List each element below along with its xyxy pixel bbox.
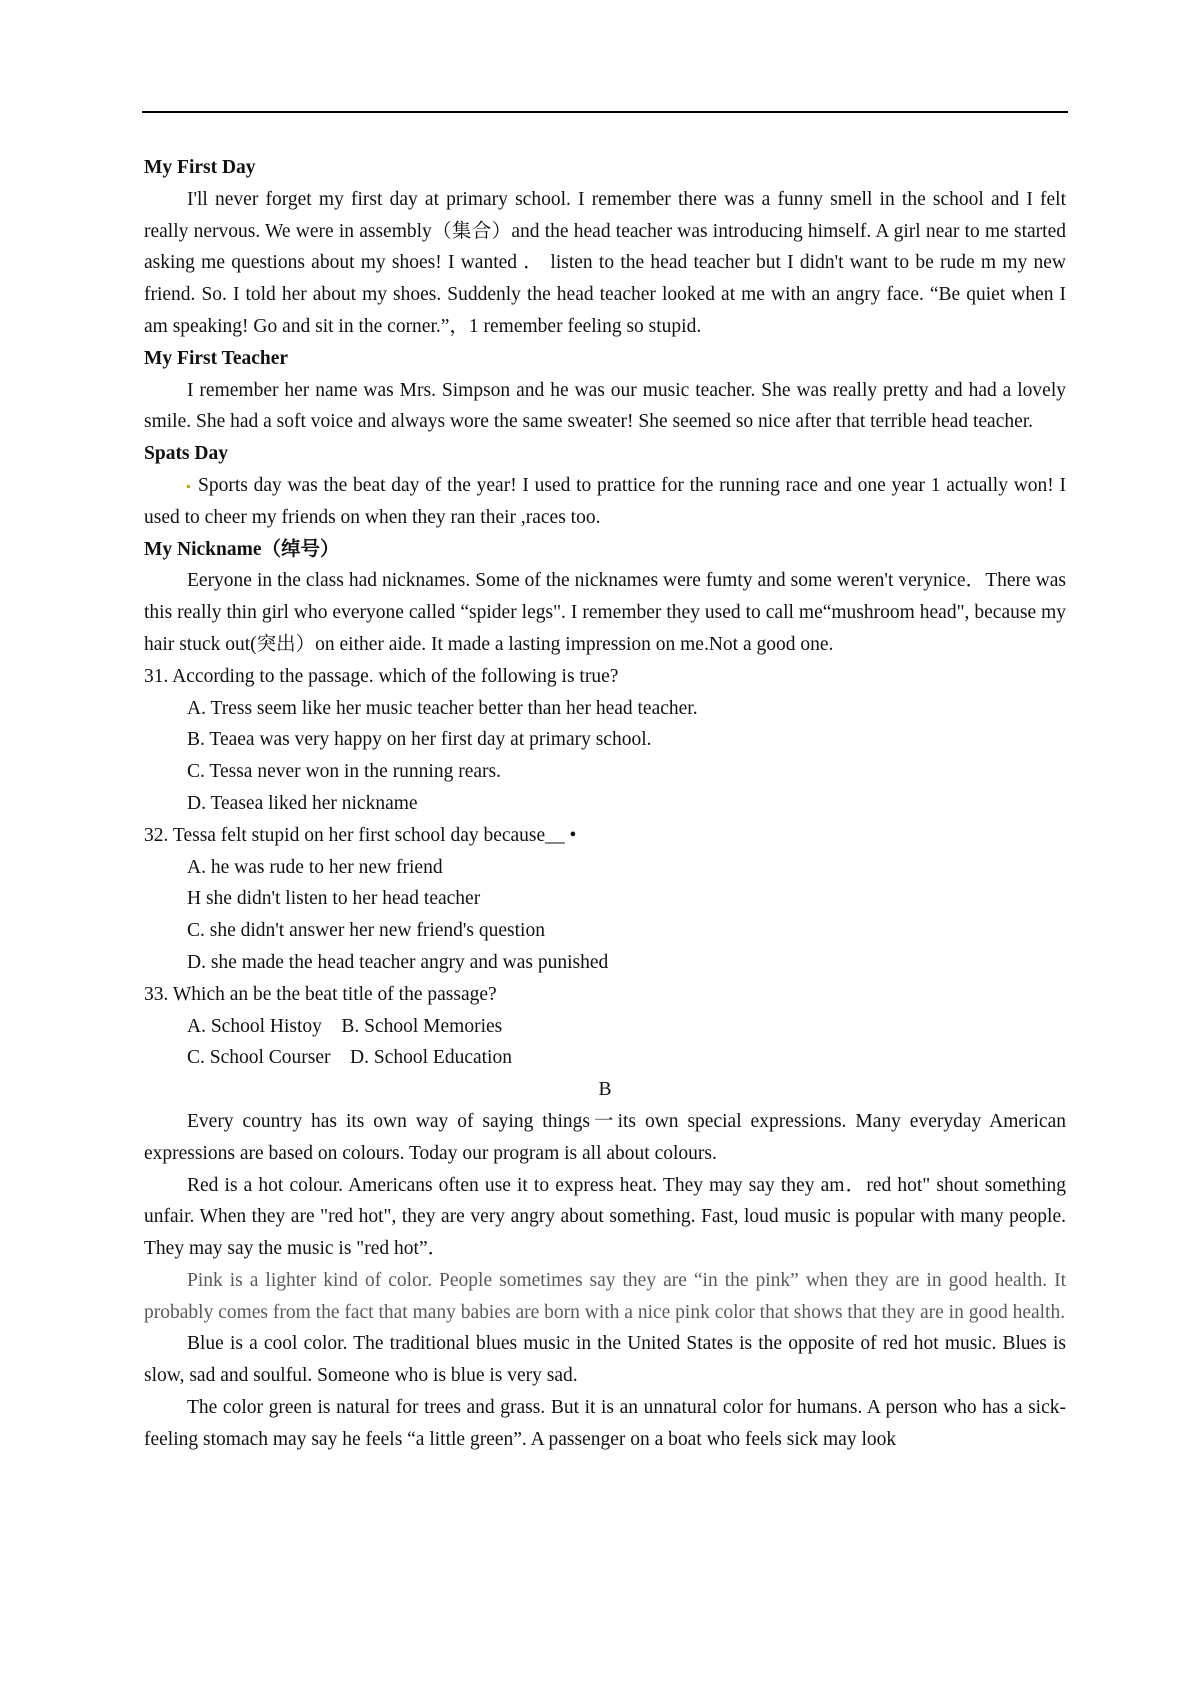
heading-sports-day: Spats Day <box>144 443 228 465</box>
question-32: 32. Tessa felt stupid on her first school day because__ • <box>144 824 577 846</box>
part-b-paragraph-blue: Blue is a cool color. The traditional blues music in the United States is the opposite of red hot music. Blues is slow, sad and soulful. Someone who is blue is very sad. <box>144 1333 1066 1387</box>
stray-dot-mark <box>187 485 190 488</box>
heading-first-teacher: My First Teacher <box>144 347 289 369</box>
heading-nickname: My Nickname（绰号） <box>144 538 340 560</box>
question-33-options-cd: C. School Courser D. School Education <box>187 1047 512 1069</box>
part-b-letter: B <box>598 1079 612 1101</box>
part-b-paragraph-red: Red is a hot colour. Americans often use it to express heat. They may say they am．red hot" shout something unfair. When they are "red hot", they are very angry about something. Fast, loud music is popular with many people. They may say the music is "red hot”． <box>144 1174 1066 1260</box>
question-31-option-d: D. Teasea liked her nickname <box>187 792 418 814</box>
question-31: 31. According to the passage. which of the following is true? <box>144 665 619 687</box>
part-b-paragraph-intro: Every country has its own way of saying things一its own special expressions. Many everyday American expressions are based on colours. Today our program is all about colours. <box>144 1110 1066 1164</box>
part-b-paragraph-pink: Pink is a lighter kind of color. People sometimes say they are “in the pink” when they are in good health. It probably comes from the fact that many babies are born with a nice pink color that shows that they are in good health. <box>144 1269 1066 1323</box>
question-31-option-a: A. Tress seem like her music teacher better than her head teacher. <box>187 697 698 719</box>
part-b-paragraph-green: The color green is natural for trees and grass. But it is an unnatural color for humans. A person who has a sick-feeling stomach may say he feels “a little green”. A passenger on a boat who feels sick may look <box>144 1397 1066 1450</box>
question-33: 33. Which an be the beat title of the passage? <box>144 983 497 1005</box>
paragraph-sports-day: Sports day was the beat day of the year! I used to prattice for the running race and one year 1 actually won! I used to cheer my friends on when they ran their ,races too. <box>144 474 1066 528</box>
question-32-option-b: H she didn't listen to her head teacher <box>187 888 481 910</box>
paragraph-nickname: Eeryone in the class had nicknames. Some of the nicknames were fumty and some weren't verynice．There was this really thin girl who everyone called “spider legs". I remember they used to call me“mushroom head", because my hair stuck out(突出）on either aide. It made a lasting impression on me.Not a good one. <box>144 570 1066 655</box>
document-body <box>144 152 1066 1456</box>
question-31-option-b: B. Teaea was very happy on her first day at primary school. <box>187 729 652 751</box>
question-32-option-c: C. she didn't answer her new friend's question <box>187 920 545 942</box>
heading-first-day: My First Day <box>144 157 256 178</box>
question-33-options-ab: A. School Histoy B. School Memories <box>187 1015 503 1037</box>
paragraph-first-teacher: I remember her name was Mrs. Simpson and he was our music teacher. She was really pretty and had a lovely smile. She had a soft voice and always wore the same sweater! She seemed so nice after that terrible head teacher. <box>144 379 1066 433</box>
question-32-option-a: A. he was rude to her new friend <box>187 856 443 878</box>
question-32-option-d: D. she made the head teacher angry and was punished <box>187 951 609 973</box>
paragraph-first-day: I'll never forget my first day at primary school. I remember there was a funny smell in the school and I felt really nervous. We were in assembly（集合）and the head teacher was introducing himself. A girl near to me started asking me questions about my shoes! I wanted ． listen to the head teacher but I didn't want to be rude m my new friend. So. I told her about my shoes. Suddenly the head teacher looked at me with an angry face. “Be quiet when I am speaking! Go and sit in the corner.”，1 remember feeling so stupid. <box>144 188 1066 337</box>
question-31-option-c: C. Tessa never won in the running rears. <box>187 761 501 783</box>
top-rule <box>142 111 1068 113</box>
paragraph-sports-day-wrap <box>144 470 1066 534</box>
